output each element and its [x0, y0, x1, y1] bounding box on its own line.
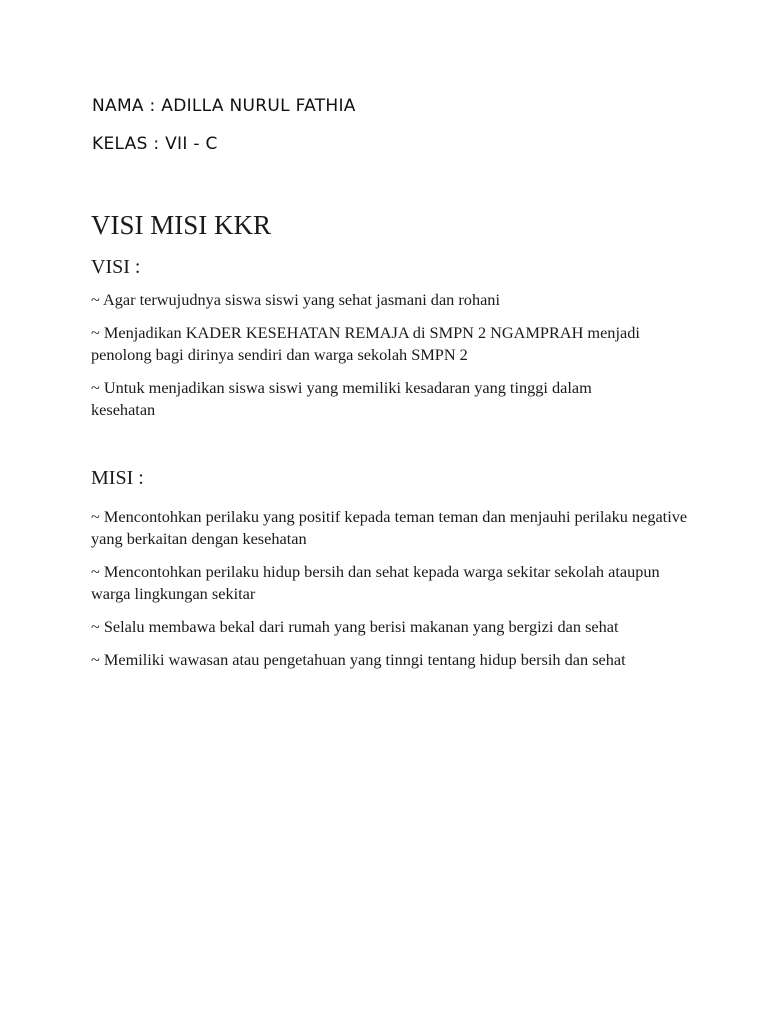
visi-item: ~ Agar terwujudnya siswa siswi yang sehat jasmani dan rohani — [91, 290, 500, 309]
visi-item: ~ Untuk menjadikan siswa siswi yang memiliki kesadaran yang tinggi dalam kesehatan — [91, 378, 592, 419]
misi-heading: MISI : — [91, 467, 144, 489]
misi-item: ~ Mencontohkan perilaku yang positif kepada teman teman dan menjauhi perilaku negative yang berkaitan dengan kesehatan — [91, 507, 688, 548]
visi-item: ~ Menjadikan KADER KESEHATAN REMAJA di SMPN 2 NGAMPRAH menjadi penolong bagi dirinya sendiri dan warga sekolah SMPN 2 — [91, 323, 640, 364]
misi-item: ~ Mencontohkan perilaku hidup bersih dan sehat kepada warga sekitar sekolah ataupun warga lingkungan sekitar — [91, 562, 660, 603]
student-name: NAMA : ADILLA NURUL FATHIA — [92, 96, 356, 116]
visi-heading: VISI : — [91, 256, 141, 278]
misi-item: ~ Memiliki wawasan atau pengetahuan yang tinngi tentang hidup bersih dan sehat — [91, 650, 626, 669]
document-title: VISI MISI KKR — [91, 210, 272, 240]
student-class: KELAS : VII - C — [92, 134, 218, 154]
misi-item: ~ Selalu membawa bekal dari rumah yang berisi makanan yang bergizi dan sehat — [91, 617, 619, 636]
